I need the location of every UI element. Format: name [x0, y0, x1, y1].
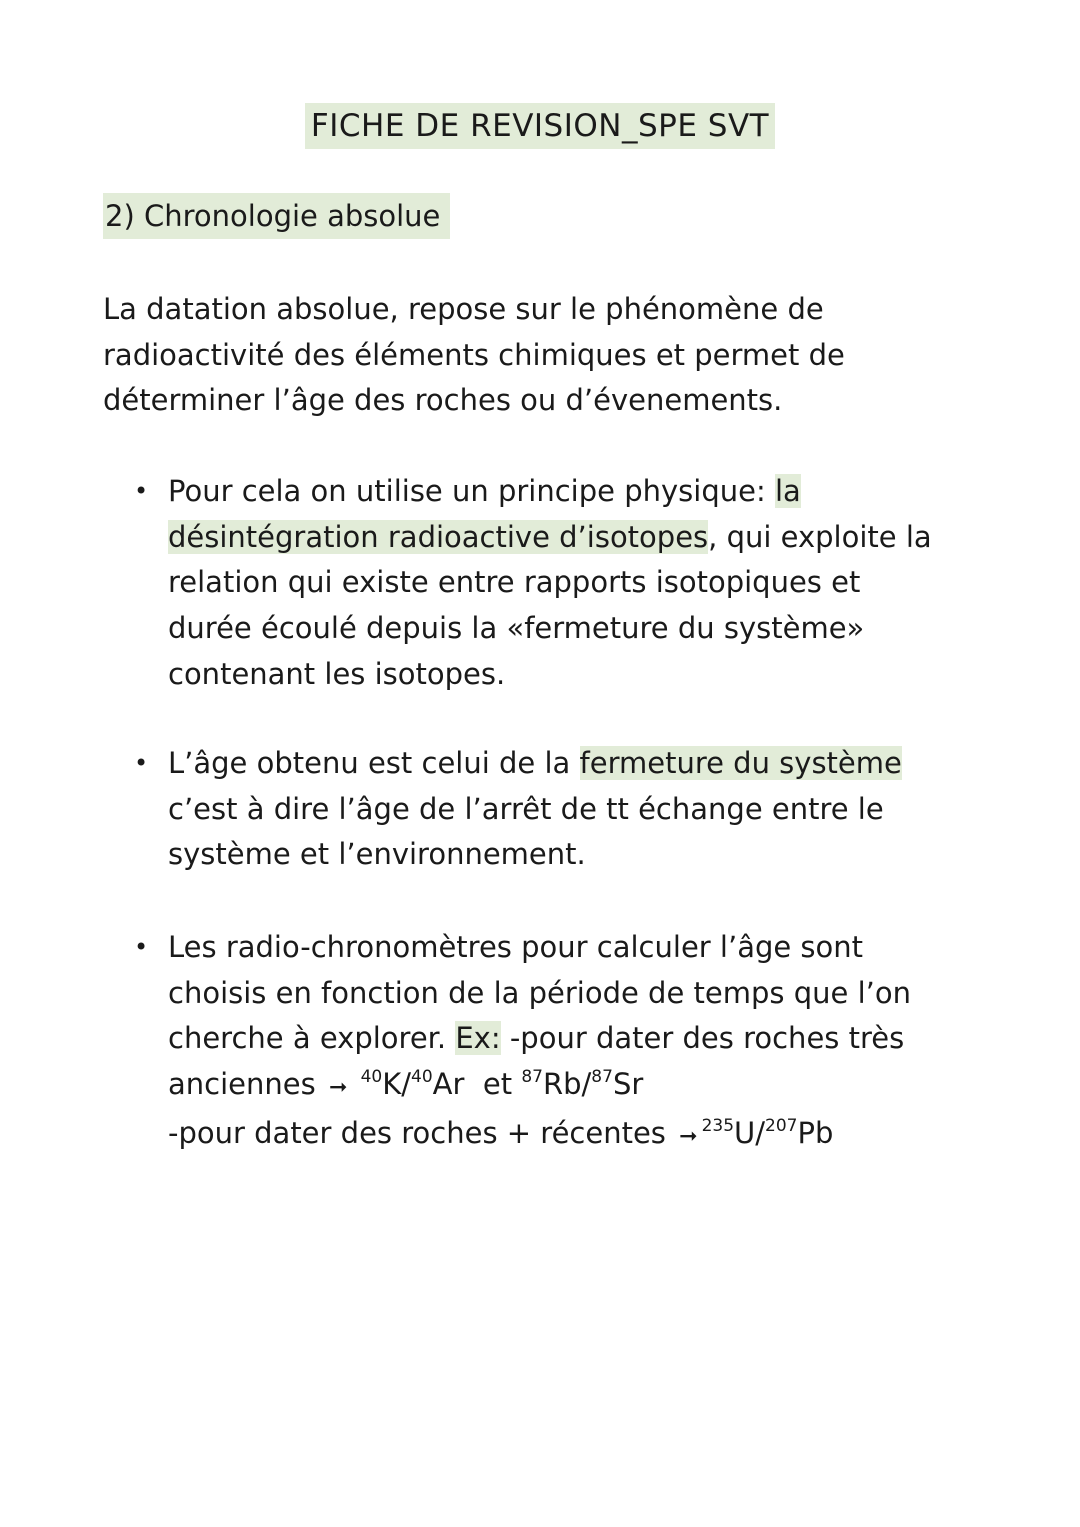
bullet-text: anciennes [168, 1067, 316, 1102]
mass-number: 87 [591, 1067, 613, 1088]
title-wrap [0, 103, 1080, 149]
intro-line: radioactivité des éléments chimiques et permet de [103, 337, 845, 372]
bullet-marker: • [134, 477, 149, 505]
arrow-icon: ➞ [328, 1075, 348, 1101]
bullet-line: relation qui existe entre rapports isotopiques et [168, 565, 861, 600]
bullet-line [168, 1111, 1048, 1160]
bullet-line: c’est à dire l’âge de l’arrêt de tt échange entre le [168, 791, 884, 826]
element-symbol: Rb/ [542, 1067, 592, 1102]
intro-line: La datation absolue, repose sur le phénomène de [103, 292, 824, 326]
bullet-line [168, 469, 1048, 515]
bullet-line: système et l’environnement. [168, 837, 586, 872]
highlighted-text: fermeture du système [579, 746, 902, 780]
element-symbol: K/ [382, 1067, 412, 1102]
page-title: FICHE DE REVISION_SPE SVT [305, 103, 775, 149]
mass-number: 207 [765, 1115, 798, 1136]
bullet-line [168, 1062, 1048, 1111]
element-symbol: Sr [612, 1067, 644, 1102]
highlighted-text: la [774, 474, 801, 508]
arrow-icon: ➞ [679, 1123, 698, 1149]
bullet-text: L’âge obtenu est celui de la [168, 746, 580, 780]
bullet-line: Les radio-chronomètres pour calculer l’âge sont [168, 930, 864, 964]
bullet-text: , qui exploite la [708, 519, 932, 554]
highlighted-text: désintégration radioactive d’isotopes [168, 519, 709, 554]
mass-number: 40 [411, 1067, 433, 1088]
element-symbol: U/ [734, 1115, 766, 1150]
bullet-marker: • [134, 749, 149, 777]
bullet-text: Pour cela on utilise un principe physique: [168, 474, 775, 508]
bullet-text: cherche à explorer. [168, 1021, 456, 1056]
bullet-item-age [134, 741, 1048, 878]
intro-paragraph [103, 287, 963, 424]
highlighted-text: Ex: [455, 1021, 501, 1056]
bullet-text: -pour dater des roches + récentes [168, 1115, 666, 1150]
bullet-text: -pour dater des roches très [500, 1021, 905, 1056]
bullet-item-principle [134, 469, 1048, 698]
bullet-marker: • [134, 933, 149, 961]
conjunction: et [482, 1067, 513, 1102]
bullet-item-chronometers [134, 925, 1048, 1160]
mass-number: 87 [521, 1067, 543, 1088]
intro-line: déterminer l’âge des roches ou d’évenements. [103, 383, 783, 417]
mass-number: 235 [701, 1115, 735, 1136]
bullet-line: choisis en fonction de la période de temps que l’on [168, 975, 911, 1010]
bullet-line [168, 1016, 1048, 1062]
element-symbol: Pb [797, 1115, 834, 1150]
bullet-line [168, 515, 1048, 561]
mass-number: 40 [360, 1067, 383, 1088]
section-heading: 2) Chronologie absolue [103, 193, 450, 239]
element-symbol: Ar [432, 1067, 465, 1102]
bullet-line: durée écoulé depuis la «fermeture du système» [168, 611, 865, 646]
bullet-line [168, 741, 1048, 787]
bullet-line: contenant les isotopes. [168, 656, 506, 691]
